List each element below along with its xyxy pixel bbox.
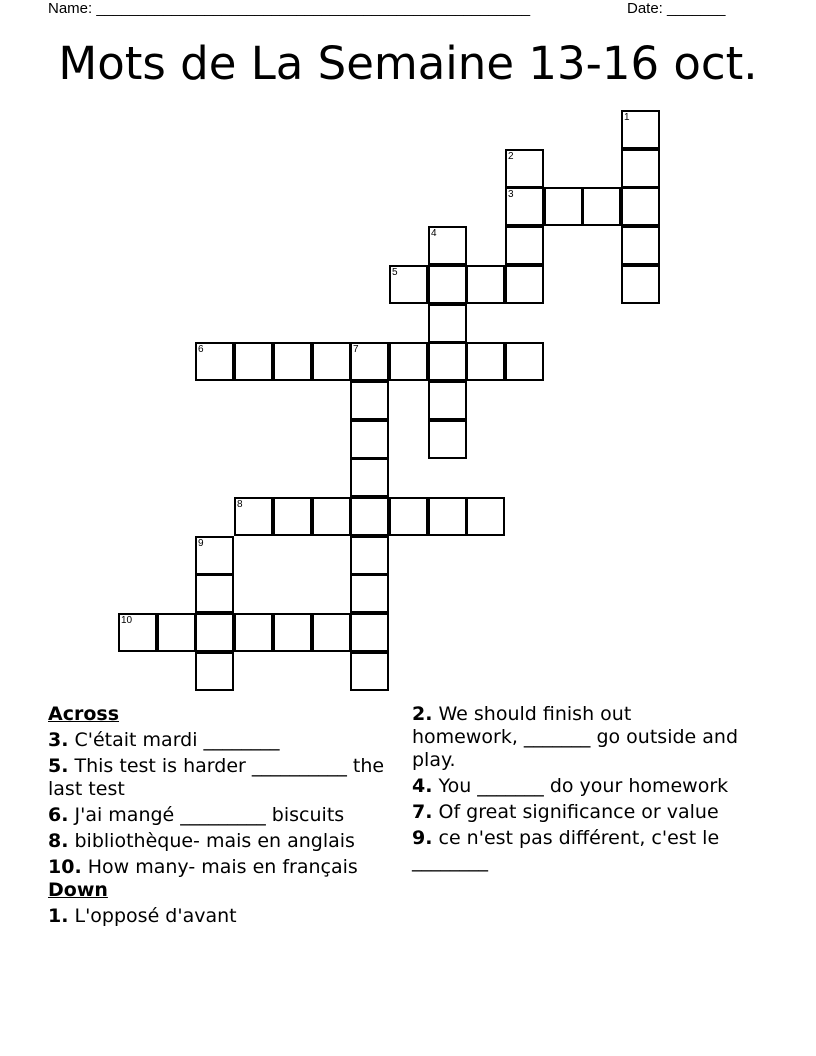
clues-right-column <box>412 703 742 873</box>
cell-number: 1 <box>624 112 630 123</box>
clue-text: Of great significance or value <box>438 801 719 823</box>
grid-cell <box>621 226 660 265</box>
clue-number: 10. <box>48 856 82 878</box>
clue-across-3 <box>48 729 393 752</box>
grid-cell <box>466 265 505 304</box>
cell-number: 2 <box>508 151 514 162</box>
page-title: Mots de La Semaine 13-16 oct. <box>58 37 758 90</box>
grid-cell <box>582 187 621 226</box>
grid-cell <box>234 342 273 381</box>
clue-text: This test is harder __________ the last test <box>48 755 385 800</box>
grid-cell <box>350 420 389 459</box>
grid-cell <box>428 342 467 381</box>
clue-across-8 <box>48 830 393 853</box>
cell-number: 8 <box>237 499 243 510</box>
down-heading: Down <box>48 879 108 901</box>
clue-text: bibliothèque- mais en anglais <box>74 830 355 852</box>
clue-text: We should finish out homework, _______ go outside and play. <box>412 703 739 771</box>
clue-text: You _______ do your homework <box>438 775 729 797</box>
clue-down-1 <box>48 905 393 928</box>
grid-cell <box>389 342 428 381</box>
grid-cell <box>195 613 234 652</box>
clue-down-9 <box>412 827 742 873</box>
clue-number: 2. <box>412 703 433 725</box>
grid-cell <box>350 613 389 652</box>
grid-cell <box>157 613 196 652</box>
grid-cell <box>195 342 234 381</box>
grid-cell <box>505 342 544 381</box>
grid-cell <box>195 574 234 613</box>
grid-cell <box>428 381 467 420</box>
cell-number: 3 <box>508 189 514 200</box>
grid-cell <box>350 574 389 613</box>
grid-cell <box>428 497 467 536</box>
cell-number: 5 <box>392 267 398 278</box>
clue-text: L'opposé d'avant <box>74 905 237 927</box>
grid-cell <box>350 342 389 381</box>
grid-cell <box>466 497 505 536</box>
clues-left-column <box>48 703 393 928</box>
grid-cell <box>312 613 351 652</box>
clue-number: 1. <box>48 905 69 927</box>
grid-cell <box>505 149 544 188</box>
grid-cell <box>505 226 544 265</box>
grid-cell <box>273 497 312 536</box>
grid-cell <box>621 265 660 304</box>
grid-cell <box>350 536 389 575</box>
clue-down-2 <box>412 703 742 772</box>
cell-number: 7 <box>353 344 359 355</box>
grid-cell <box>621 149 660 188</box>
clue-number: 7. <box>412 801 433 823</box>
grid-cell <box>118 613 157 652</box>
clue-number: 3. <box>48 729 69 751</box>
grid-cell <box>273 613 312 652</box>
grid-cell <box>234 613 273 652</box>
grid-cell <box>428 265 467 304</box>
grid-cell <box>350 458 389 497</box>
clue-text: C'était mardi ________ <box>74 729 280 751</box>
grid-cell <box>428 226 467 265</box>
grid-cell <box>428 304 467 343</box>
grid-cell <box>389 265 428 304</box>
grid-cell <box>312 497 351 536</box>
grid-cell <box>466 342 505 381</box>
name-field-label: Name: ____________________________________________________ <box>48 0 531 17</box>
grid-cell <box>273 342 312 381</box>
cell-number: 10 <box>121 615 133 626</box>
grid-cell <box>312 342 351 381</box>
clue-across-10 <box>48 856 393 879</box>
grid-cell <box>350 497 389 536</box>
clue-number: 5. <box>48 755 69 777</box>
cell-number: 9 <box>198 538 204 549</box>
clue-number: 6. <box>48 804 69 826</box>
grid-cell <box>621 110 660 149</box>
grid-cell <box>621 187 660 226</box>
cell-number: 4 <box>431 228 437 239</box>
clue-across-5 <box>48 755 393 801</box>
grid-cell <box>350 652 389 691</box>
clue-across-6 <box>48 804 393 827</box>
cell-number: 6 <box>198 344 204 355</box>
grid-cell <box>350 381 389 420</box>
grid-cell <box>428 420 467 459</box>
clue-down-7 <box>412 801 742 824</box>
grid-cell <box>195 536 234 575</box>
clue-number: 4. <box>412 775 433 797</box>
clue-down-4 <box>412 775 742 798</box>
date-field-label: Date: _______ <box>627 0 726 17</box>
grid-cell <box>505 265 544 304</box>
grid-cell <box>234 497 273 536</box>
clue-text: J'ai mangé _________ biscuits <box>74 804 345 826</box>
clue-number: 9. <box>412 827 433 849</box>
clue-text: ce n'est pas différent, c'est le ________ <box>412 827 720 872</box>
grid-cell <box>505 187 544 226</box>
grid-cell <box>544 187 583 226</box>
grid-cell <box>195 652 234 691</box>
clue-text: How many- mais en français <box>87 856 358 878</box>
clue-number: 8. <box>48 830 69 852</box>
grid-cell <box>389 497 428 536</box>
across-heading: Across <box>48 703 120 725</box>
